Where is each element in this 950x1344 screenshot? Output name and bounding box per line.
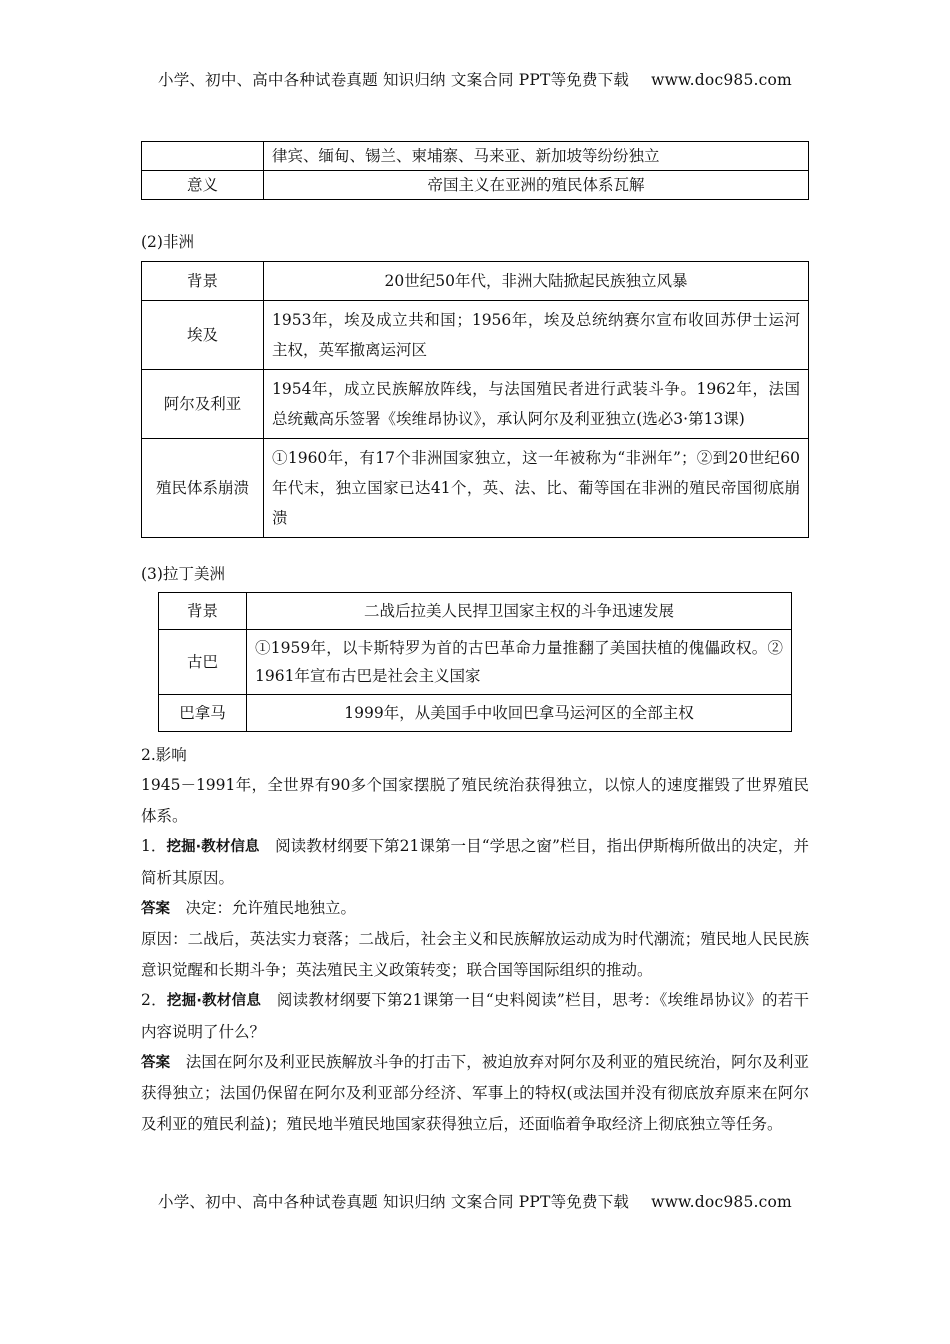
answer-label: 答案 [141,1055,171,1072]
question-number: 2． [141,991,167,1010]
footer-text: 小学、初中、高中各种试卷真题 知识归纳 文案合同 PPT等免费下载 [158,1193,630,1211]
row-content: 1953年，埃及成立共和国；1956年，埃及总统纳赛尔宣布收回苏伊士运河主权，英军撤离运河区 [264,301,809,370]
header-text: 小学、初中、高中各种试卷真题 知识归纳 文案合同 PPT等免费下载 [158,71,630,89]
question-tag: 挖掘·教材信息 [166,993,262,1010]
page-header [0,68,950,90]
latam-heading: (3)拉丁美洲 [141,565,225,583]
question-text: 阅读教材纲要下第21课第一目“学思之窗”栏目，指出伊斯梅所做出的决定，并简析其原因。 [141,837,809,887]
table-row [142,142,809,171]
row-content: 律宾、缅甸、锡兰、柬埔寨、马来亚、新加坡等纷纷独立 [264,142,809,171]
table-row [142,262,809,301]
table-row [159,593,792,630]
row-label: 埃及 [142,301,264,370]
question-text: 阅读教材纲要下第21课第一目“史料阅读”栏目，思考：《埃维昂协议》的若干内容说明了什么？ [141,991,809,1041]
row-content: 1999年，从美国手中收回巴拿马运河区的全部主权 [247,695,792,732]
row-label: 背景 [142,262,264,301]
table-row [159,630,792,695]
row-content: 帝国主义在亚洲的殖民体系瓦解 [264,171,809,200]
table-row [142,439,809,538]
row-content: 20世纪50年代，非洲大陆掀起民族独立风暴 [264,262,809,301]
row-label: 背景 [159,593,247,630]
row-content: ①1960年，有17个非洲国家独立，这一年被称为“非洲年”；②到20世纪60年代末，独立国家已达41个，英、法、比、葡等国在非洲的殖民帝国彻底崩溃 [264,439,809,538]
row-label: 阿尔及利亚 [142,370,264,439]
row-content: ①1959年，以卡斯特罗为首的古巴革命力量推翻了美国扶植的傀儡政权。② 1961年宣布古巴是社会主义国家 [247,630,792,695]
header-url[interactable]: www.doc985.com [651,71,792,89]
footer-url[interactable]: www.doc985.com [651,1193,792,1211]
row-label: 古巴 [159,630,247,695]
africa-heading: (2)非洲 [141,233,194,251]
row-label [142,142,264,171]
page-footer [0,1190,950,1212]
row-content: 1954年，成立民族解放阵线，与法国殖民者进行武装斗争。1962年，法国总统戴高乐签署《埃维昂协议》，承认阿尔及利亚独立(选必3·第13课) [264,370,809,439]
answer-label: 答案 [141,901,170,918]
question-2 [141,985,809,1047]
impact-text: 1945－1991年，全世界有90多个国家摆脱了殖民统治获得独立，以惊人的速度摧毁了世界殖民体系。 [141,776,809,825]
africa-table [141,261,809,538]
main-text [141,740,809,1139]
answer-1 [141,893,809,924]
row-label: 巴拿马 [159,695,247,732]
answer-text: 法国在阿尔及利亚民族解放斗争的打击下，被迫放弃对阿尔及利亚的殖民统治，阿尔及利亚获得独立；法国仍保留在阿尔及利亚部分经济、军事上的特权(或法国并没有彻底放弃原来在阿尔及利亚的殖民利益)；殖民地半殖民地国家获得独立后，还面临着争取经济上彻底独立等任务。 [141,1053,809,1133]
row-label: 殖民体系崩溃 [142,439,264,538]
question-number: 1． [141,837,167,856]
row-label: 意义 [142,171,264,200]
latam-table [158,592,792,732]
table-row [142,171,809,200]
table-row [142,301,809,370]
row-content: 二战后拉美人民捍卫国家主权的斗争迅速发展 [247,593,792,630]
answer-2 [141,1047,809,1139]
table-row [142,370,809,439]
question-tag: 挖掘·教材信息 [166,839,260,856]
question-1 [141,831,809,893]
asia-table-continued [141,141,809,200]
impact-heading: 2.影响 [141,746,187,764]
table-row [159,695,792,732]
answer-1-reason: 原因：二战后，英法实力衰落；二战后，社会主义和民族解放运动成为时代潮流；殖民地人民民族意识觉醒和长期斗争；英法殖民主义政策转变；联合国等国际组织的推动。 [141,930,809,979]
answer-text: 决定：允许殖民地独立。 [185,899,357,918]
